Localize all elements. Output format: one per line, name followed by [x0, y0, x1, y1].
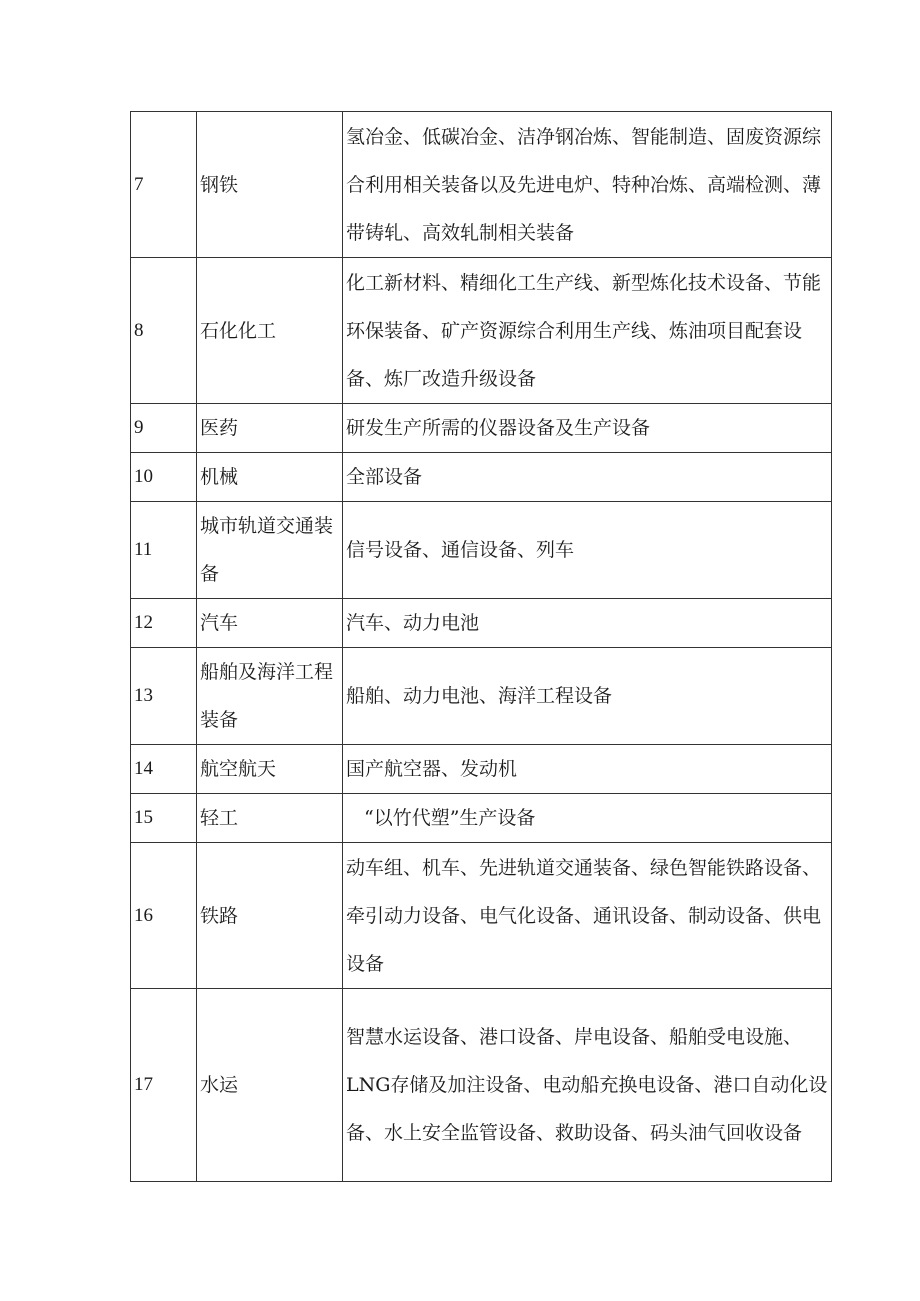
industry-name: 汽车: [197, 599, 343, 648]
row-number: 13: [131, 648, 197, 745]
equipment-description: 智慧水运设备、港口设备、岸电设备、船舶受电设施、LNG存储及加注设备、电动船充换电设备、港口自动化设备、水上安全监管设备、救助设备、码头油气回收设备: [343, 989, 832, 1182]
industry-name: 石化化工: [197, 258, 343, 404]
equipment-table: [130, 111, 832, 1182]
industry-name: 铁路: [197, 843, 343, 989]
industry-name: 航空航天: [197, 745, 343, 794]
table-row: [131, 258, 832, 404]
equipment-description: 化工新材料、精细化工生产线、新型炼化技术设备、节能环保装备、矿产资源综合利用生产线、炼油项目配套设备、炼厂改造升级设备: [343, 258, 832, 404]
equipment-description: 信号设备、通信设备、列车: [343, 502, 832, 599]
industry-name: 医药: [197, 404, 343, 453]
table-row: [131, 453, 832, 502]
table-row: [131, 404, 832, 453]
table-row: [131, 502, 832, 599]
equipment-description: 研发生产所需的仪器设备及生产设备: [343, 404, 832, 453]
row-number: 11: [131, 502, 197, 599]
row-number: 15: [131, 794, 197, 843]
table-row: [131, 599, 832, 648]
row-number: 16: [131, 843, 197, 989]
table-row: [131, 794, 832, 843]
industry-name: 机械: [197, 453, 343, 502]
industry-name: 钢铁: [197, 112, 343, 258]
row-number: 9: [131, 404, 197, 453]
table-row: [131, 843, 832, 989]
row-number: 12: [131, 599, 197, 648]
table-row: [131, 112, 832, 258]
equipment-description: 氢冶金、低碳冶金、洁净钢冶炼、智能制造、固废资源综合利用相关装备以及先进电炉、特种冶炼、高端检测、薄带铸轧、高效轧制相关装备: [343, 112, 832, 258]
equipment-description: 国产航空器、发动机: [343, 745, 832, 794]
table-row: [131, 745, 832, 794]
industry-name: 船舶及海洋工程装备: [197, 648, 343, 745]
table-row: [131, 648, 832, 745]
equipment-description: [343, 794, 832, 843]
equipment-description: 全部设备: [343, 453, 832, 502]
row-number: 17: [131, 989, 197, 1182]
table-row: [131, 989, 832, 1182]
row-number: 8: [131, 258, 197, 404]
equipment-description: 汽车、动力电池: [343, 599, 832, 648]
row-number: 14: [131, 745, 197, 794]
equipment-text: “以竹代塑”生产设备: [364, 807, 536, 829]
industry-name: 城市轨道交通装备: [197, 502, 343, 599]
row-number: 7: [131, 112, 197, 258]
industry-name: 轻工: [197, 794, 343, 843]
row-number: 10: [131, 453, 197, 502]
equipment-description: 船舶、动力电池、海洋工程设备: [343, 648, 832, 745]
industry-name: 水运: [197, 989, 343, 1182]
equipment-description: 动车组、机车、先进轨道交通装备、绿色智能铁路设备、牵引动力设备、电气化设备、通讯设备、制动设备、供电设备: [343, 843, 832, 989]
